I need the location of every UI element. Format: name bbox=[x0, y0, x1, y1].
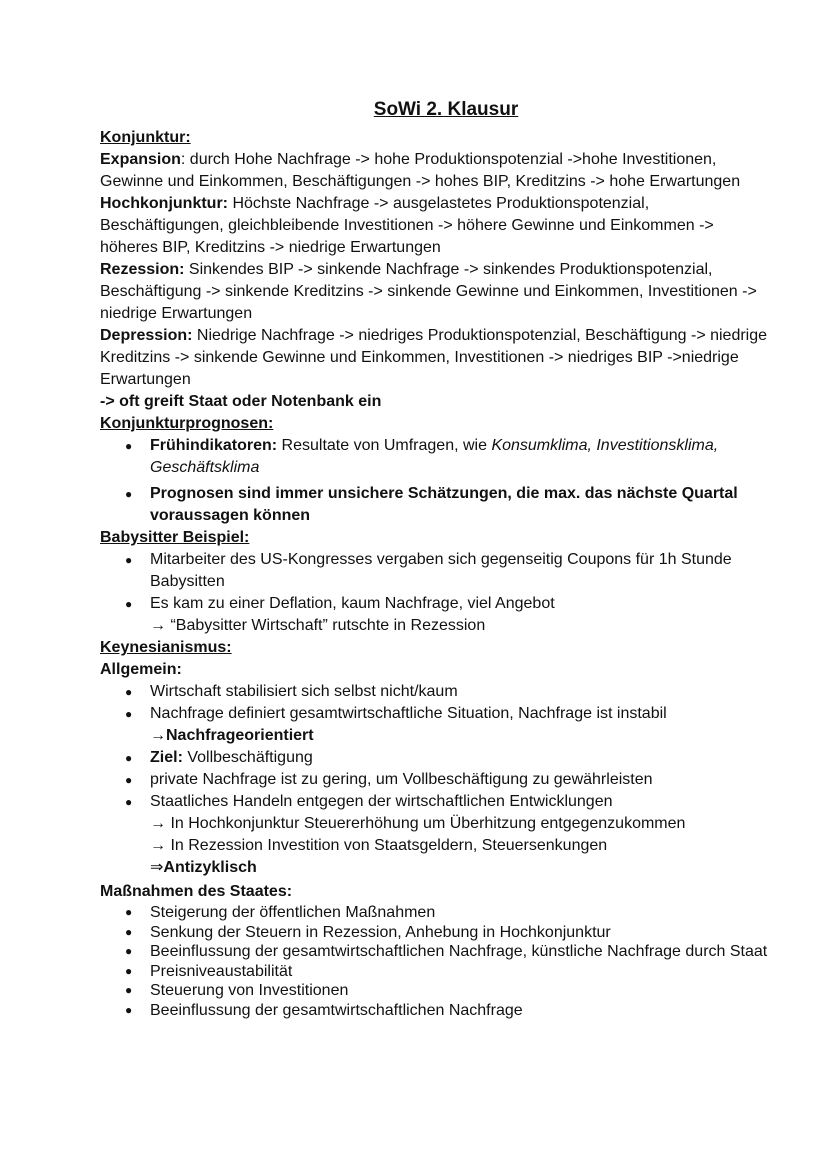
staat-note: -> oft greift Staat oder Notenbank ein bbox=[100, 393, 382, 410]
paragraph-expansion bbox=[100, 149, 768, 193]
list-item: ● Steigerung der öffentlichen Maßnahmen bbox=[150, 903, 768, 923]
paragraph-hochkonjunktur bbox=[100, 193, 768, 259]
document-title: SoWi 2. Klausur bbox=[373, 99, 519, 120]
text-hochkonjunktur-steuer: → In Hochkonjunktur Steuererhöhung um Überhitzung entgegenzukommen bbox=[150, 815, 686, 832]
text-staatliches-handeln: Staatliches Handeln entgegen der wirtschaftlichen Entwicklungen bbox=[150, 793, 613, 810]
double-arrow-icon: ⇒ bbox=[150, 859, 164, 876]
antizyklisch bbox=[150, 857, 768, 879]
list-item bbox=[150, 703, 768, 747]
subheading-allgemein: Allgemein: bbox=[100, 661, 182, 678]
list-item: ● Beeinflussung der gesamtwirtschaftlichen Nachfrage, künstliche Nachfrage durch Staat bbox=[150, 942, 768, 962]
term-hochkonjunktur: Hochkonjunktur: bbox=[100, 195, 228, 212]
list-item bbox=[150, 435, 768, 479]
section-heading-keynesianismus: Keynesianismus: bbox=[100, 639, 232, 656]
text-hochkonjunktur: Höchste Nachfrage -> ausgelastetes Produktionspotenzial, Beschäftigungen, gleichbleibende Investitionen -> höhere Gewinne und Einkommen -> höheres BIP, Kreditzins -> niedrige Erwartungen bbox=[100, 195, 714, 256]
term-depression: Depression: bbox=[100, 327, 193, 344]
prognosen-list bbox=[100, 435, 768, 527]
list-item: ● Mitarbeiter des US-Kongresses vergaben sich gegenseitig Coupons für 1h Stunde Babysitten bbox=[150, 549, 768, 593]
italic-klima: Konsumklima, Investitionsklima, Geschäftsklima bbox=[150, 437, 719, 476]
list-item: ● Beeinflussung der gesamtwirtschaftlichen Nachfrage bbox=[150, 1001, 768, 1021]
term-fruehindikatoren: Frühindikatoren: bbox=[150, 437, 278, 454]
list-item bbox=[150, 483, 768, 527]
text-depression: Niedrige Nachfrage -> niedriges Produktionspotenzial, Beschäftigung -> niedrige Kreditzins -> sinkende Gewinne und Einkommen, Investitionen -> niedriges BIP ->niedrige Erwartungen bbox=[100, 327, 768, 388]
list-item: ● Senkung der Steuern in Rezession, Anhebung in Hochkonjunktur bbox=[150, 923, 768, 943]
paragraph-depression bbox=[100, 325, 768, 391]
babysitter-list bbox=[100, 549, 768, 637]
text-antizyklisch: Antizyklisch bbox=[163, 859, 257, 876]
paragraph-rezession bbox=[100, 259, 768, 325]
text-nachfrageorientiert: Nachfrageorientiert bbox=[166, 727, 314, 744]
text-rezession: Sinkendes BIP -> sinkende Nachfrage -> sinkendes Produktionspotenzial, Beschäftigung -> sinkende Kreditzins -> sinkende Gewinne und Einkommen, Investitionen -> niedrige Erwartungen bbox=[100, 261, 757, 322]
list-item: ● private Nachfrage ist zu gering, um Vollbeschäftigung zu gewährleisten bbox=[150, 769, 768, 791]
text-fruehindikatoren: Resultate von Umfragen, wie bbox=[277, 437, 492, 454]
nachfrageorientiert bbox=[150, 725, 768, 747]
section-heading-konjunktur: Konjunktur: bbox=[100, 129, 191, 146]
section-heading-babysitter: Babysitter Beispiel: bbox=[100, 529, 250, 546]
text-prognosen-bold: Prognosen sind immer unsichere Schätzungen, die max. das nächste Quartal voraussagen können bbox=[150, 485, 738, 524]
list-item bbox=[150, 593, 768, 637]
text-expansion: : durch Hohe Nachfrage -> hohe Produktionspotenzial ->hohe Investitionen, Gewinne und Einkommen, Beschäftigungen -> hohes BIP, Kreditzins -> hohe Erwartungen bbox=[100, 151, 741, 190]
massnahmen-list bbox=[100, 903, 768, 1020]
term-rezession: Rezession: bbox=[100, 261, 185, 278]
list-item bbox=[150, 747, 768, 769]
subheading-massnahmen: Maßnahmen des Staates: bbox=[100, 883, 293, 900]
text-babysitter-rezession: → “Babysitter Wirtschaft” rutschte in Rezession bbox=[150, 617, 486, 634]
term-expansion: Expansion bbox=[100, 151, 181, 168]
text-ziel: Vollbeschäftigung bbox=[182, 749, 313, 766]
list-item: ● Preisniveaustabilität bbox=[150, 962, 768, 982]
list-item: ● Steuerung von Investitionen bbox=[150, 981, 768, 1001]
text-rezession-investition: → In Rezession Investition von Staatsgeldern, Steuersenkungen bbox=[150, 837, 608, 854]
keynes-list bbox=[100, 681, 768, 879]
list-item bbox=[150, 791, 768, 879]
text-deflation: Es kam zu einer Deflation, kaum Nachfrage, viel Angebot bbox=[150, 595, 555, 612]
section-heading-prognosen: Konjunkturprognosen: bbox=[100, 415, 274, 432]
list-item: ● Wirtschaft stabilisiert sich selbst nicht/kaum bbox=[150, 681, 768, 703]
term-ziel: Ziel: bbox=[150, 749, 183, 766]
arrow-icon: → bbox=[150, 727, 166, 744]
text-nachfrage: Nachfrage definiert gesamtwirtschaftliche Situation, Nachfrage ist instabil bbox=[150, 705, 667, 722]
